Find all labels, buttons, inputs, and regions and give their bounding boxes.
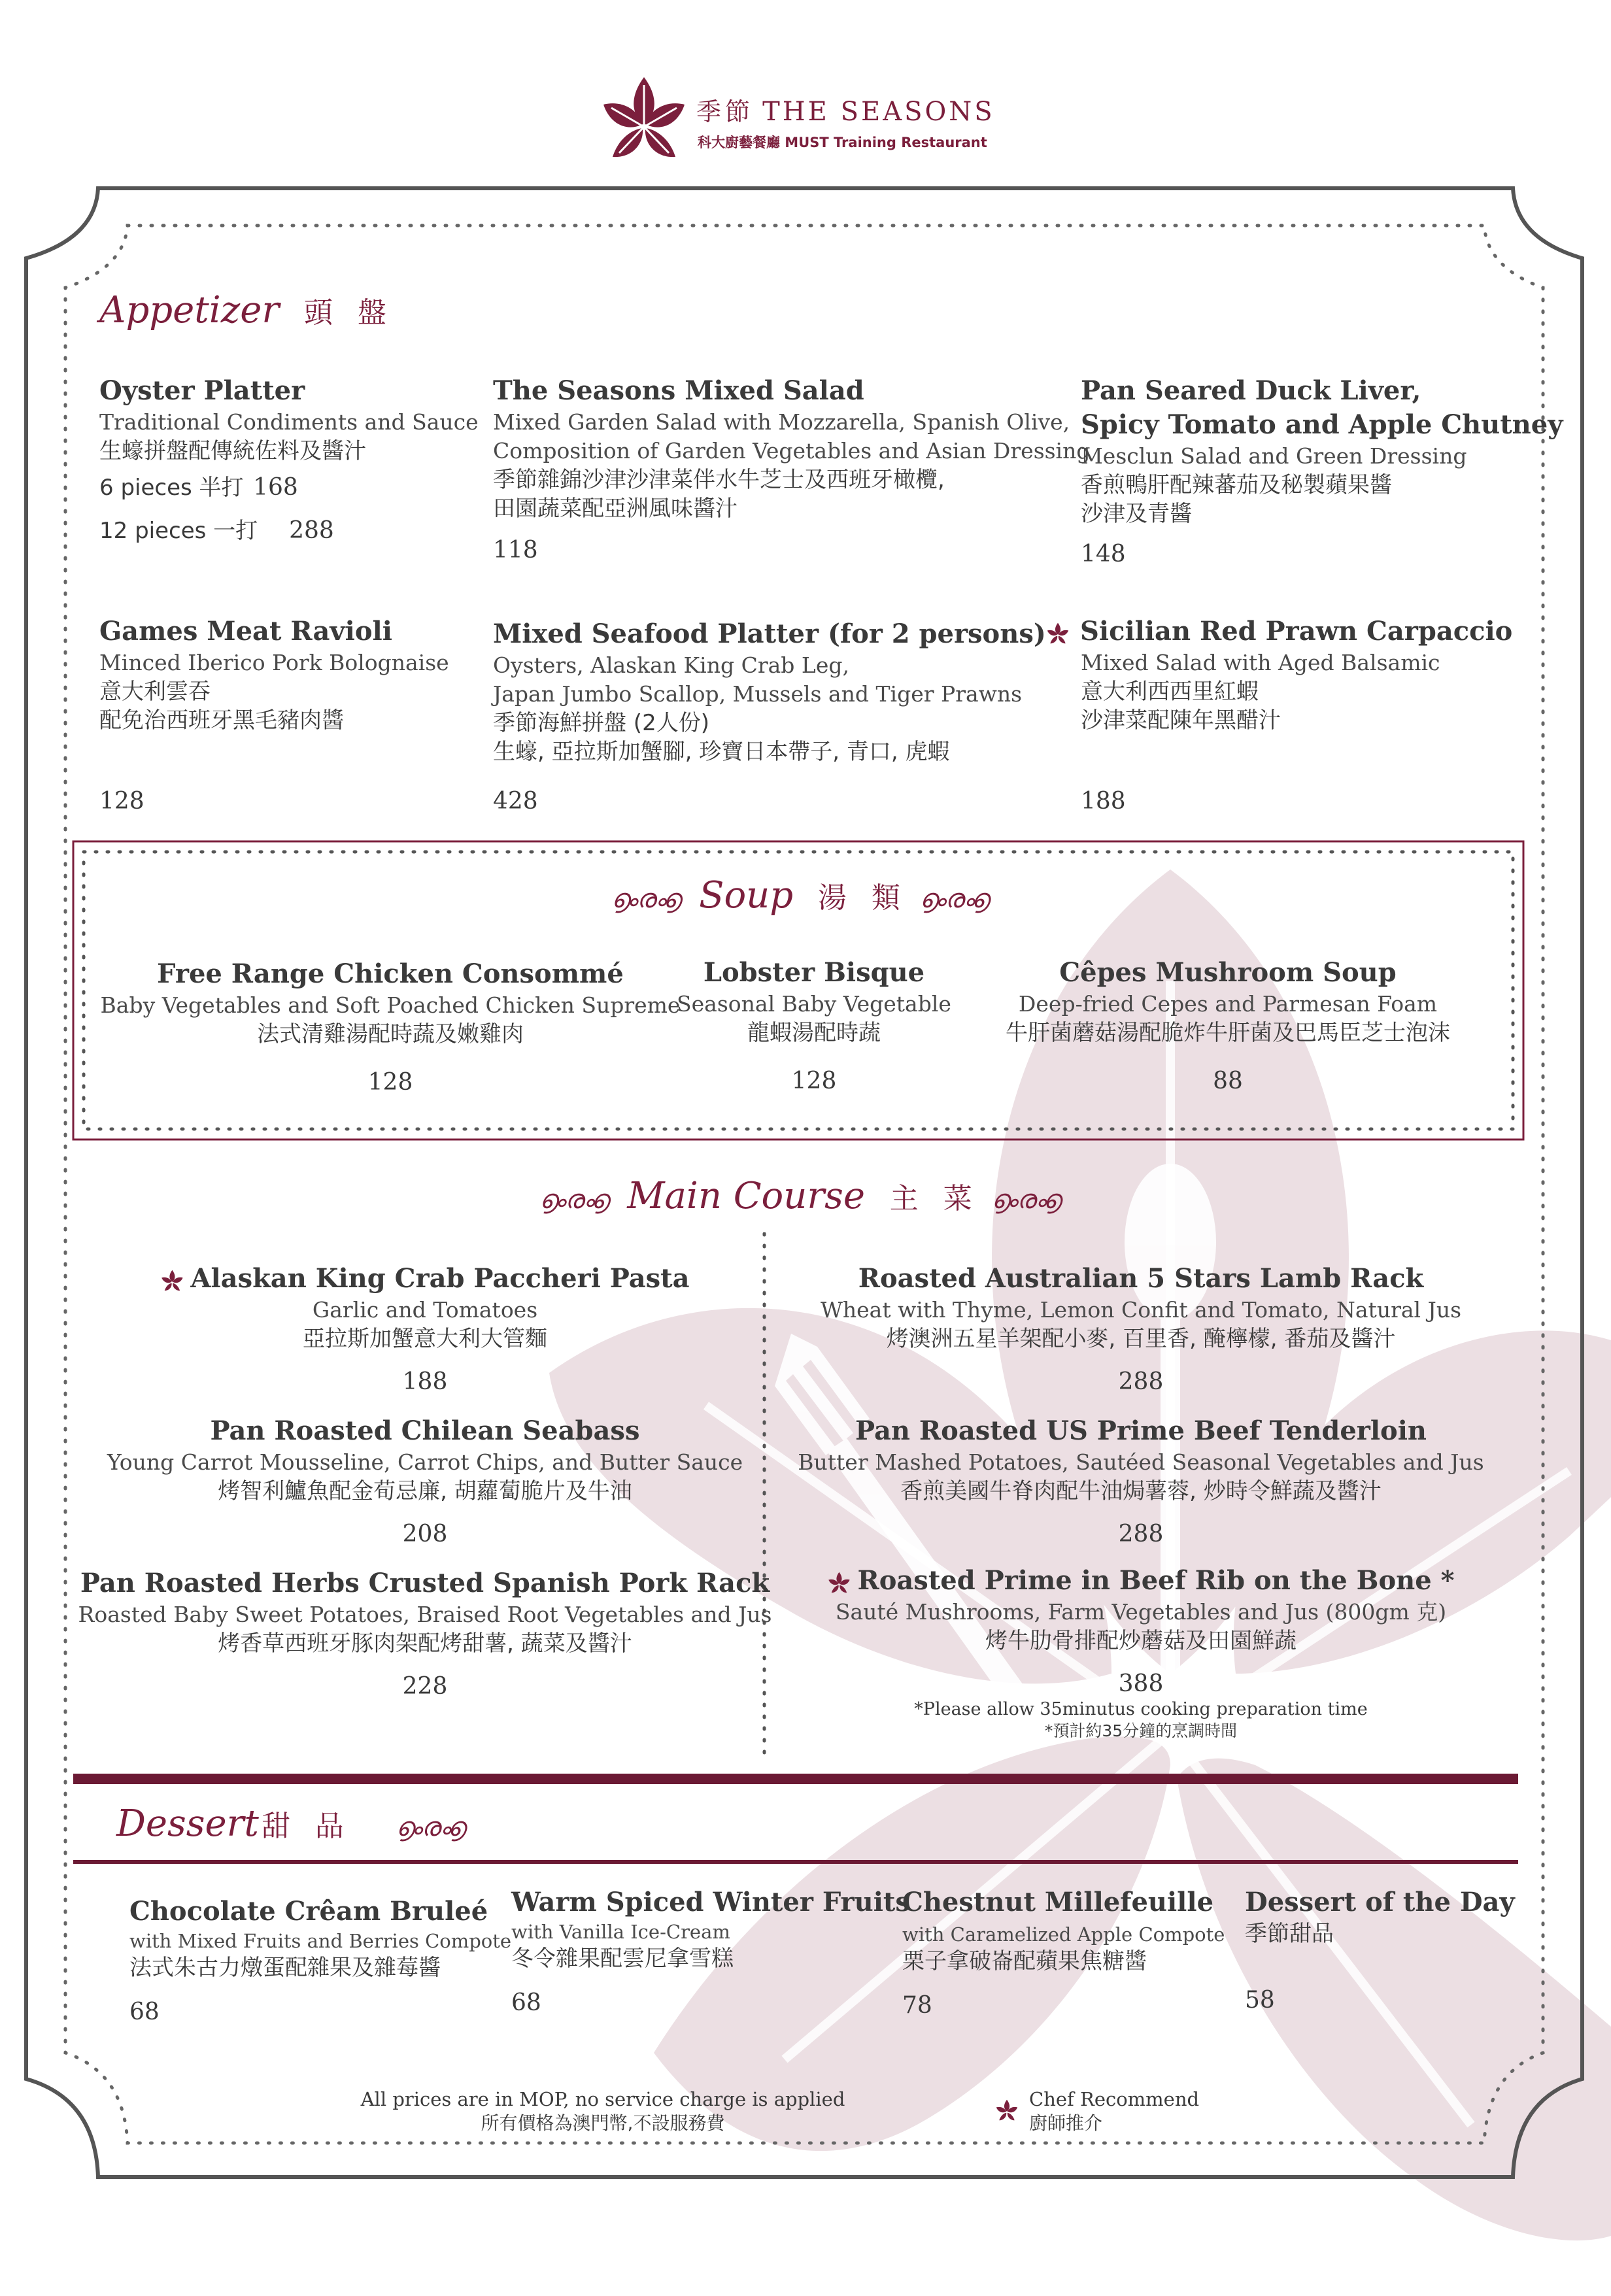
dish-chinese: 烤智利鱸魚配金荀忌廉, 胡蘿蔔脆片及牛油 xyxy=(218,1478,632,1504)
cooking-time-note: *Please allow 35minutus cooking preparation time xyxy=(914,1699,1368,1719)
dish-chinese: 栗子拿破崙配蘋果焦糖醬 xyxy=(902,1948,1147,1974)
dish-name: Sicilian Red Prawn Carpaccio xyxy=(1080,616,1513,647)
dish-price: 228 xyxy=(402,1673,448,1700)
dish-price: 128 xyxy=(367,1069,413,1096)
dish-chinese: 意大利雲吞 xyxy=(99,679,211,705)
main-item-seabass xyxy=(107,1414,743,1549)
dish-name: Alaskan King Crab Paccheri Pasta xyxy=(190,1263,690,1294)
dish-name: Mixed Seafood Platter (for 2 persons) xyxy=(493,618,1046,649)
soup-item-lobster-bisque xyxy=(677,956,951,1096)
dish-price: 188 xyxy=(402,1368,448,1395)
dish-chinese: 配免治西班牙黑毛豬肉醬 xyxy=(99,707,344,734)
dish-name: Roasted Australian 5 Stars Lamb Rack xyxy=(858,1263,1424,1294)
dish-chinese: 生蠔拼盤配傳統佐料及醬汁 xyxy=(99,438,366,464)
main-item-lamb-rack xyxy=(821,1262,1461,1396)
chef-recommend-icon xyxy=(160,1269,184,1292)
dish-price: 288 xyxy=(1118,1368,1164,1395)
dish-chinese: 季節甜品 xyxy=(1245,1921,1334,1947)
dessert-item-winter-fruits xyxy=(511,1885,910,2017)
dish-chinese: 烤香草西班牙豚肉架配烤甜薯, 蔬菜及醬汁 xyxy=(218,1630,632,1657)
menu-item-seafood-platter xyxy=(493,617,1046,816)
dish-description: Baby Vegetables and Soft Poached Chicken Supreme xyxy=(100,992,681,1018)
main-course-title: Main Course xyxy=(627,1175,865,1217)
dish-description: with Caramelized Apple Compote xyxy=(902,1923,1225,1946)
dish-name: The Seasons Mixed Salad xyxy=(493,375,864,406)
price-note-zh: 所有價格為澳門幣,不設服務費 xyxy=(481,2112,725,2134)
swirl-ornament-icon: ൭ൟ൭ xyxy=(396,1812,463,1842)
dish-description: Japan Jumbo Scallop, Mussels and Tiger Prawns xyxy=(493,681,1023,707)
dessert-item-millefeuille xyxy=(902,1885,1225,2020)
dessert-top-bar xyxy=(73,1774,1518,1784)
dish-chinese: 季節海鮮拼盤 (2人份) xyxy=(493,710,709,736)
dish-price: 58 xyxy=(1245,1987,1275,2014)
dish-description: Minced Iberico Pork Bolognaise xyxy=(99,650,449,675)
dish-name: Games Meat Ravioli xyxy=(99,616,392,647)
dish-description: with Mixed Fruits and Berries Compote xyxy=(129,1930,512,1952)
option-label: 6 pieces 半打 xyxy=(99,475,244,501)
soup-item-consomme xyxy=(101,957,681,1097)
dish-chinese: 意大利西西里紅蝦 xyxy=(1081,679,1259,705)
dessert-title-zh: 甜 品 xyxy=(261,1810,352,1843)
swirl-ornament-icon: ൭ൟ൭ xyxy=(919,884,987,914)
soup-title-zh: 湯 類 xyxy=(817,881,908,915)
dish-chinese: 香煎鴨肝配辣蕃茄及秘製蘋果醬 xyxy=(1081,472,1392,498)
swirl-ornament-icon: ൭ൟ൭ xyxy=(611,884,679,914)
dish-chinese: 香煎美國牛脊肉配牛油焗薯蓉, 炒時令鮮蔬及醬汁 xyxy=(900,1478,1382,1504)
dish-chinese: 法式朱古力燉蛋配雜果及雜莓醬 xyxy=(129,1955,441,1981)
dish-description: Mesclun Salad and Green Dressing xyxy=(1081,443,1467,469)
menu-item-red-prawn xyxy=(1046,615,1512,816)
dish-chinese: 生蠔, 亞拉斯加蟹腳, 珍寶日本帶子, 青口, 虎蝦 xyxy=(493,739,950,765)
dish-name: Dessert of the Day xyxy=(1245,1887,1515,1917)
dish-price: 128 xyxy=(99,788,144,815)
main-course-heading xyxy=(539,1173,1058,1223)
swirl-ornament-icon: ൭ൟ൭ xyxy=(539,1185,607,1215)
dish-price: 78 xyxy=(902,1992,932,2019)
chef-recommend-icon xyxy=(1046,622,1070,645)
menu-item-duck-liver xyxy=(1081,374,1563,569)
swirl-ornament-icon: ൭ൟ൭ xyxy=(991,1185,1059,1215)
dish-chinese: 沙津及青醬 xyxy=(1081,501,1192,527)
option-price: 168 xyxy=(253,474,298,501)
appetizer-title: Appetizer xyxy=(99,289,280,331)
main-item-prime-rib xyxy=(827,1564,1454,1742)
option-price: 288 xyxy=(289,517,334,544)
dish-name: Chocolate Crêam Bruleé xyxy=(129,1896,488,1927)
dish-chinese: 烤澳洲五星羊架配小麥, 百里香, 醃檸檬, 番茄及醬汁 xyxy=(886,1326,1396,1352)
dish-name: Pan Roasted Chilean Seabass xyxy=(210,1415,640,1446)
dish-description: Traditional Condiments and Sauce xyxy=(99,409,479,435)
dish-name: Warm Spiced Winter Fruits xyxy=(511,1887,910,1917)
dish-name: Pan Roasted Herbs Crusted Spanish Pork Rack xyxy=(80,1568,770,1598)
dish-chinese: 烤牛肋骨排配炒蘑菇及田園鮮蔬 xyxy=(985,1628,1297,1654)
logo-english: THE SEASONS xyxy=(762,97,995,127)
dish-price: 68 xyxy=(511,1989,541,2016)
dish-description: Mixed Salad with Aged Balsamic xyxy=(1081,650,1440,675)
dish-description: Butter Mashed Potatoes, Sautéed Seasonal Vegetables and Jus xyxy=(798,1449,1484,1475)
dish-description: with Vanilla Ice-Cream xyxy=(511,1921,730,1943)
dish-price: 88 xyxy=(1213,1068,1243,1094)
dish-name: Roasted Prime in Beef Rib on the Bone * xyxy=(857,1565,1455,1596)
main-item-pork-rack xyxy=(78,1566,772,1701)
dish-description: Oysters, Alaskan King Crab Leg, xyxy=(493,652,849,678)
chef-recommend-label: Chef Recommend xyxy=(1029,2088,1200,2110)
dish-chinese: 冬令雜果配雲尼拿雪糕 xyxy=(511,1946,734,1972)
dish-name: Pan Roasted US Prime Beef Tenderloin xyxy=(855,1415,1427,1446)
dish-chinese: 亞拉斯加蟹意大利大管麵 xyxy=(302,1326,547,1352)
dish-description: Seasonal Baby Vegetable xyxy=(677,991,951,1017)
appetizer-title-zh: 頭 盤 xyxy=(303,296,394,329)
dessert-title: Dessert xyxy=(116,1802,259,1845)
soup-item-cepes xyxy=(1006,956,1450,1096)
appetizer-heading xyxy=(99,288,394,336)
soup-heading xyxy=(611,873,987,922)
dish-description: Sauté Mushrooms, Farm Vegetables and Jus (800gm 克) xyxy=(835,1599,1447,1625)
logo-chinese: 季節 xyxy=(696,97,755,126)
chef-recommend-icon xyxy=(995,2099,1019,2122)
dessert-heading xyxy=(116,1801,463,1850)
dish-name: Free Range Chicken Consommé xyxy=(157,958,624,989)
dish-description: Young Carrot Mousseline, Carrot Chips, and Butter Sauce xyxy=(107,1449,743,1475)
dish-description: Mixed Garden Salad with Mozzarella, Spanish Olive, xyxy=(493,409,1070,435)
main-item-crab-pasta xyxy=(160,1262,689,1396)
dessert-bottom-bar xyxy=(73,1860,1518,1864)
dish-name: Cêpes Mushroom Soup xyxy=(1059,957,1397,988)
dish-price: 388 xyxy=(1118,1670,1164,1697)
dish-chinese: 田園蔬菜配亞洲風味醬汁 xyxy=(493,496,738,522)
menu-item-oyster-platter xyxy=(99,374,479,545)
dish-description: Wheat with Thyme, Lemon Confit and Tomato, Natural Jus xyxy=(820,1297,1462,1323)
main-item-beef-tenderloin xyxy=(798,1414,1484,1549)
chef-recommend-label-zh: 廚師推介 xyxy=(1029,2112,1103,2134)
price-note xyxy=(361,2087,845,2135)
dessert-item-of-the-day xyxy=(1245,1885,1515,2015)
chef-recommend-icon xyxy=(827,1571,851,1595)
dish-price: 208 xyxy=(402,1521,448,1547)
dish-price: 148 xyxy=(1081,541,1126,567)
dish-chinese: 牛肝菌蘑菇湯配脆炸牛肝菌及巴馬臣芝士泡沫 xyxy=(1006,1020,1450,1046)
dish-name: Lobster Bisque xyxy=(703,957,925,988)
menu-item-ravioli xyxy=(99,615,449,816)
dish-description: Garlic and Tomatoes xyxy=(312,1297,538,1323)
dessert-item-creme-brulee xyxy=(129,1895,511,2027)
dish-price: 188 xyxy=(1081,788,1126,815)
menu-item-mixed-salad xyxy=(493,374,1091,565)
main-course-title-zh: 主 菜 xyxy=(889,1182,980,1215)
dish-price: 428 xyxy=(493,788,538,815)
dish-name: Spicy Tomato and Apple Chutney xyxy=(1081,409,1563,440)
dish-chinese: 法式清雞湯配時蔬及嫩雞肉 xyxy=(257,1021,524,1047)
dish-chinese: 沙津菜配陳年黑醋汁 xyxy=(1081,707,1281,734)
cooking-time-note-zh: *預計約35分鐘的烹調時間 xyxy=(1044,1721,1238,1740)
dish-description: Deep-fried Cepes and Parmesan Foam xyxy=(1018,991,1438,1017)
dish-description: Roasted Baby Sweet Potatoes, Braised Root Vegetables and Jus xyxy=(78,1602,772,1627)
dish-chinese: 季節雜錦沙津沙津菜伴水牛芝士及西班牙橄欖, xyxy=(493,467,945,493)
dish-name: Chestnut Millefeuille xyxy=(902,1887,1214,1917)
dish-price: 68 xyxy=(129,1999,160,2025)
logo-subtitle: 科大廚藝餐廳 MUST Training Restaurant xyxy=(698,135,987,150)
dish-name: Pan Seared Duck Liver, xyxy=(1081,375,1421,406)
chef-recommend-legend xyxy=(995,2087,1199,2135)
dish-price: 118 xyxy=(493,537,538,564)
dish-description: Composition of Garden Vegetables and Asian Dressing xyxy=(493,438,1091,464)
dish-name: Oyster Platter xyxy=(99,375,305,406)
soup-title: Soup xyxy=(699,874,794,917)
dish-price: 128 xyxy=(791,1068,837,1094)
dish-price: 288 xyxy=(1118,1521,1164,1547)
option-label: 12 pieces 一打 xyxy=(99,518,258,544)
dish-chinese: 龍蝦湯配時蔬 xyxy=(747,1020,881,1046)
price-note-en: All prices are in MOP, no service charge is applied xyxy=(360,2088,845,2110)
